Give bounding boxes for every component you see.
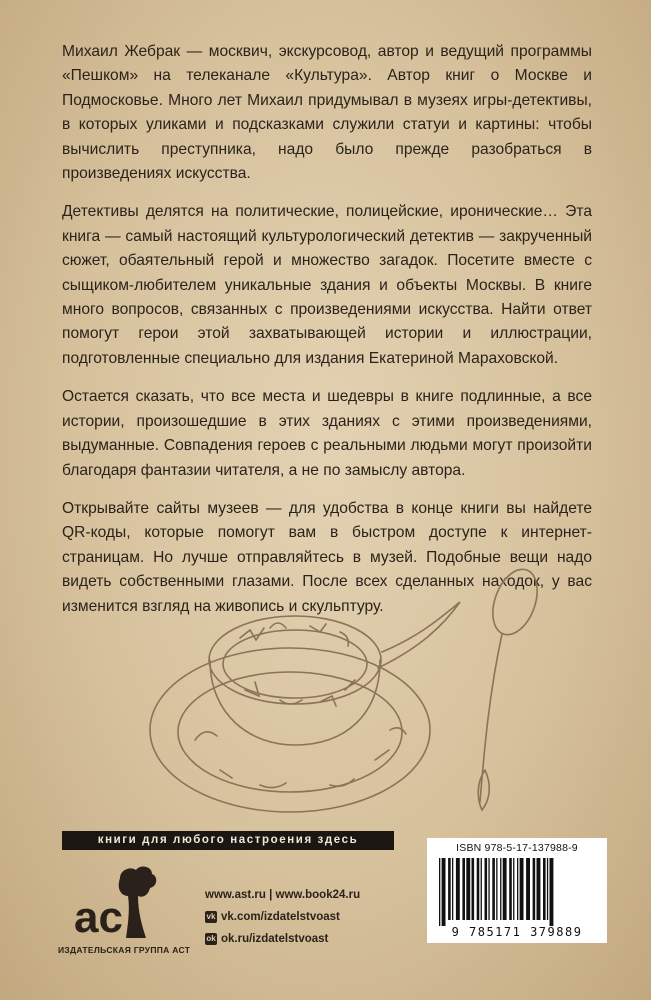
barcode-bar: [520, 858, 524, 920]
vk-icon: vk: [206, 912, 216, 921]
barcode-panel: [427, 838, 607, 943]
ast-logo: [62, 862, 162, 944]
websites-link[interactable]: www.ast.ru | www.book24.ru: [205, 889, 361, 901]
paragraph-genre: Детективы делятся на политические, полицейские, иронические… Эта книга — самый настоящий культурологический детектив — закрученный сюжет, обаятельный герой и множество загадок. Посетите вместе с сыщиком-любителем уникальные здания и объекты Москвы. В книге много вопросов, связанных с произведениями искусства. Найти ответ помогут герои этой захватывающей истории и иллюстрации, подготовленные специально для издания Екатериной Мараховской.: [62, 203, 592, 367]
barcode-bar: [543, 858, 546, 920]
cup-decor: [245, 680, 355, 706]
publisher-links: [205, 884, 360, 950]
barcode-bar: [537, 858, 541, 920]
spoon-handle: [480, 634, 502, 802]
vk-row: [205, 906, 360, 928]
barcode-bar: [439, 858, 440, 926]
barcode-bar: [472, 858, 475, 920]
barcode-bar: [503, 858, 507, 920]
barcode-bar: [442, 858, 446, 926]
barcode-digits: 9 785171 379889: [451, 925, 583, 939]
barcode-bar: [509, 858, 512, 920]
spoon-bowl: [485, 563, 540, 641]
barcode-bar: [517, 858, 518, 920]
ok-row: [205, 928, 360, 950]
barcode-bar: [513, 858, 514, 920]
barcode-bar: [492, 858, 495, 920]
cup-handle: [378, 602, 460, 668]
ok-link[interactable]: ok.ru/izdatelstvoast: [221, 933, 329, 945]
barcode-bar: [481, 858, 482, 920]
barcode-bar: [500, 858, 501, 920]
barcode-bar: [448, 858, 451, 920]
websites-row: [205, 884, 360, 906]
saucer-decor: [195, 728, 406, 788]
logo-letters: ac: [74, 893, 123, 942]
paragraph-museums: Открывайте сайты музеев — для удобства в конце книги вы найдете QR-коды, которые помогут вам в быстром доступе к интернет-страницам. Но лучше отправляйтесь в музей. Подобные вещи надо видеть собственными глазами. После всех сделанных находок, у вас изменится взгляд на живопись и скульптуру.: [62, 499, 592, 615]
barcode-bar: [477, 858, 480, 920]
paragraph-author: Михаил Жебрак — москвич, экскурсовод, автор и ведущий программы «Пешком» на телеканале «Культура». Автор книг о Москве и Подмосковье. Много лет Михаил придумывал в музеях игры-детективы, в которых уликами и подсказками служили статуи и картины: чтобы вычислить преступника, надо было прежде разобраться в произведениях искусства.: [62, 43, 592, 183]
slogan-banner: книги для любого настроения здесь: [62, 831, 394, 850]
teacup-illustration: [140, 540, 540, 830]
cup-inner-rim: [223, 630, 367, 698]
logo-tree-shape: [119, 867, 157, 938]
barcode-bar: [462, 858, 465, 920]
ok-icon: ok: [206, 934, 216, 943]
barcode-bar: [485, 858, 488, 920]
barcode-bar: [452, 858, 453, 920]
barcode-bar: [533, 858, 536, 920]
barcode-bar: [496, 858, 497, 920]
barcode-bar: [488, 858, 489, 920]
barcode-bar: [526, 858, 530, 920]
barcode-bar: [547, 858, 548, 920]
barcode-bar: [466, 858, 470, 920]
barcode-bars: [435, 858, 599, 926]
barcode-bar: [456, 858, 460, 920]
vk-link[interactable]: vk.com/izdatelstvoast: [221, 911, 340, 923]
publisher-name: ИЗДАТЕЛЬСКАЯ ГРУППА АСТ: [58, 945, 191, 955]
isbn-label: ISBN 978-5-17-137988-9: [456, 842, 578, 854]
spoon-tip: [478, 770, 489, 810]
barcode-bar: [550, 858, 554, 926]
paragraph-disclaimer: Остается сказать, что все места и шедевры в книге подлинные, а все истории, произошедшие в этих зданиях с этими произведениями, выдуманные. Совпадения героев с реальными людьми могут произойти благодаря фантазии читателя, а не по замыслу автора.: [62, 388, 592, 479]
